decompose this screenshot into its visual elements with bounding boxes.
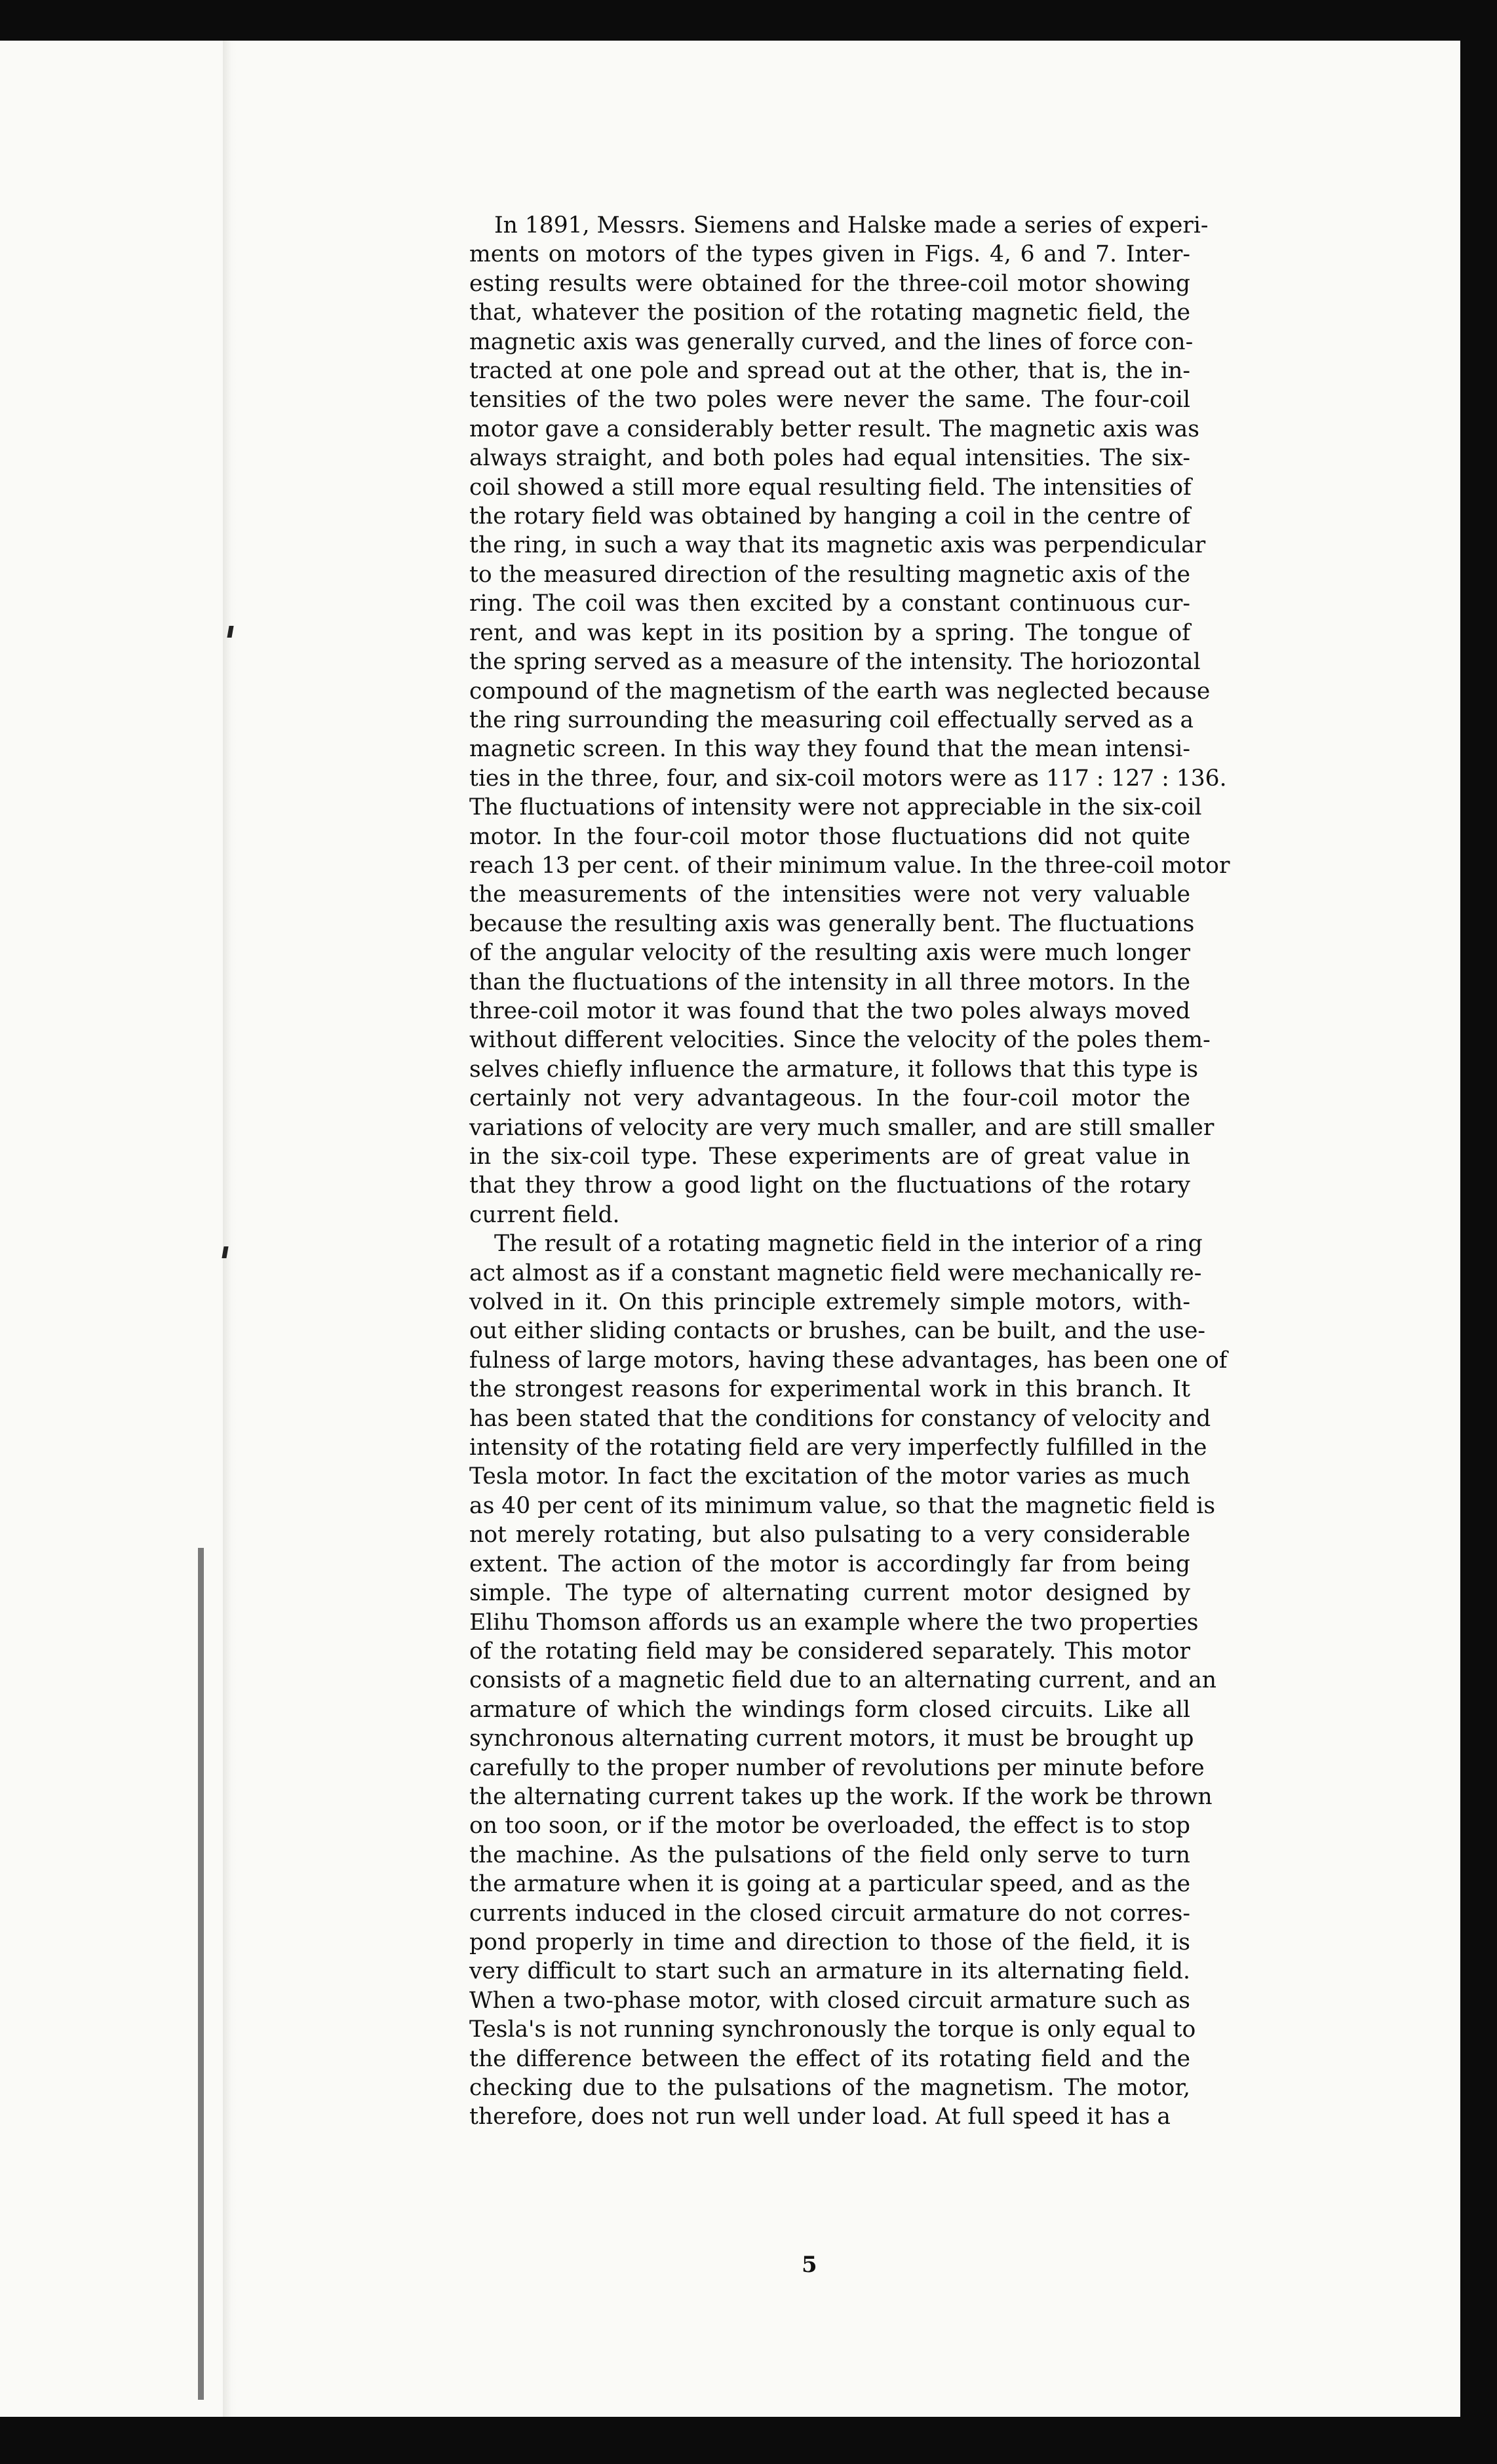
- text-line: The result of a rotating magnetic field in the interior of a ring: [494, 1231, 1203, 1258]
- text-line: because the resulting axis was generally bent. The fluctuations: [469, 910, 1195, 937]
- text-line: extent. The action of the motor is accordingly far from being: [469, 1550, 1190, 1577]
- text-line: esting results were obtained for the three-coil motor showing: [469, 270, 1190, 297]
- text-line: currents induced in the closed circuit armature do not corres-: [469, 1900, 1190, 1927]
- text-line: The fluctuations of intensity were not appreciable in the six-coil: [469, 794, 1202, 821]
- text-line: the measurements of the intensities were not very valuable: [469, 881, 1190, 908]
- text-line: out either sliding contacts or brushes, can be built, and the use-: [469, 1318, 1206, 1345]
- text-line: intensity of the rotating field are very imperfectly fulfilled in the: [469, 1434, 1207, 1461]
- text-line: of the rotating field may be considered separately. This motor: [469, 1638, 1190, 1665]
- text-line: to the measured direction of the resulting magnetic axis of the: [469, 561, 1190, 588]
- text-line: synchronous alternating current motors, it must be brought up: [469, 1725, 1194, 1752]
- text-line: coil showed a still more equal resulting field. The intensities of: [469, 474, 1192, 501]
- text-line: compound of the magnetism of the earth was neglected because: [469, 678, 1211, 704]
- text-line: variations of velocity are very much smaller, and are still smaller: [469, 1114, 1215, 1141]
- text-line: ring. The coil was then excited by a constant continuous cur-: [469, 590, 1190, 617]
- document-page: [0, 41, 1460, 2417]
- text-line: without different velocities. Since the velocity of the poles them-: [469, 1027, 1211, 1054]
- page-number: 5: [802, 2252, 817, 2278]
- text-line: the strongest reasons for experimental work in this branch. It: [469, 1376, 1190, 1403]
- body-text: [469, 211, 1230, 2132]
- text-line: simple. The type of alternating current motor designed by: [469, 1580, 1190, 1607]
- text-line: When a two-phase motor, with closed circuit armature such as: [469, 1987, 1190, 2014]
- text-line: that, whatever the position of the rotating magnetic field, the: [469, 299, 1190, 326]
- text-line: Tesla motor. In fact the excitation of the motor varies as much: [469, 1463, 1190, 1490]
- text-line: the difference between the effect of its rotating field and the: [469, 2045, 1190, 2072]
- text-line: therefore, does not run well under load. At full speed it has a: [469, 2104, 1171, 2130]
- text-line: magnetic screen. In this way they found that the mean intensi-: [469, 736, 1190, 763]
- text-line: the rotary field was obtained by hanging a coil in the centre of: [469, 503, 1190, 530]
- text-line: the spring served as a measure of the intensity. The horiozontal: [469, 649, 1201, 676]
- text-line: In 1891, Messrs. Siemens and Halske made a series of experi-: [494, 212, 1209, 239]
- text-line: magnetic axis was generally curved, and the lines of force con-: [469, 328, 1194, 355]
- text-line: consists of a magnetic field due to an alternating current, and an: [469, 1667, 1216, 1694]
- text-line: motor gave a considerably better result. The magnetic axis was: [469, 415, 1199, 442]
- text-line: volved in it. On this principle extremely simple motors, with-: [469, 1289, 1190, 1316]
- text-line: as 40 per cent of its minimum value, so that the magnetic field is: [469, 1492, 1216, 1519]
- text-line: armature of which the windings form closed circuits. Like all: [469, 1696, 1190, 1723]
- text-line: the alternating current takes up the work. If the work be thrown: [469, 1783, 1213, 1810]
- text-line: the armature when it is going at a particular speed, and as the: [469, 1871, 1190, 1898]
- text-line: fulness of large motors, having these advantages, has been one of: [469, 1347, 1228, 1374]
- text-line: tensities of the two poles were never the same. The four-coil: [469, 387, 1190, 414]
- text-line: motor. In the four-coil motor those fluctuations did not quite: [469, 823, 1190, 850]
- text-line: always straight, and both poles had equal intensities. The six-: [469, 445, 1190, 472]
- text-line: pond properly in time and direction to those of the field, it is: [469, 1929, 1190, 1955]
- text-line: rent, and was kept in its position by a spring. The tongue of: [469, 619, 1190, 646]
- text-line: tracted at one pole and spread out at the other, that is, the in-: [469, 358, 1190, 385]
- text-line: ties in the three, four, and six-coil motors were as 117 : 127 : 136.: [469, 765, 1227, 792]
- paragraph: [469, 1229, 1228, 2132]
- text-line: not merely rotating, but also pulsating to a very considerable: [469, 1522, 1190, 1549]
- text-line: that they throw a good light on the fluctuations of the rotary: [469, 1172, 1190, 1199]
- text-line: than the fluctuations of the intensity in all three motors. In the: [469, 969, 1190, 995]
- text-line: act almost as if a constant magnetic field were mechanically re-: [469, 1260, 1202, 1286]
- text-line: three-coil motor it was found that the two poles always moved: [469, 997, 1190, 1024]
- text-line: checking due to the pulsations of the magnetism. The motor,: [469, 2075, 1190, 2101]
- text-line: Tesla's is not running synchronously the torque is only equal to: [469, 2016, 1196, 2043]
- text-line: has been stated that the conditions for constancy of velocity and: [469, 1405, 1211, 1432]
- text-line: the ring, in such a way that its magnetic axis was perpendicular: [469, 532, 1206, 559]
- binding-shadow: [198, 1548, 204, 2400]
- text-line: ments on motors of the types given in Figs. 4, 6 and 7. Inter-: [469, 241, 1190, 268]
- text-line: in the six-coil type. These experiments are of great value in: [469, 1144, 1190, 1170]
- text-line: reach 13 per cent. of their minimum value. In the three-coil motor: [469, 852, 1230, 879]
- text-line: selves chiefly influence the armature, it follows that this type is: [469, 1056, 1199, 1083]
- text-line: current field.: [469, 1201, 620, 1228]
- text-line: the ring surrounding the measuring coil effectually served as a: [469, 706, 1194, 733]
- text-line: on too soon, or if the motor be overloaded, the effect is to stop: [469, 1813, 1190, 1839]
- text-line: certainly not very advantageous. In the four-coil motor the: [469, 1085, 1190, 1112]
- text-line: of the angular velocity of the resulting axis were much longer: [469, 940, 1190, 967]
- paragraph: [469, 211, 1230, 1229]
- text-line: carefully to the proper number of revolutions per minute before: [469, 1754, 1205, 1781]
- text-line: the machine. As the pulsations of the field only serve to turn: [469, 1841, 1190, 1868]
- text-line: Elihu Thomson affords us an example where the two properties: [469, 1609, 1199, 1636]
- text-line: very difficult to start such an armature in its alternating field.: [469, 1958, 1190, 1985]
- page-gutter: [223, 41, 237, 2417]
